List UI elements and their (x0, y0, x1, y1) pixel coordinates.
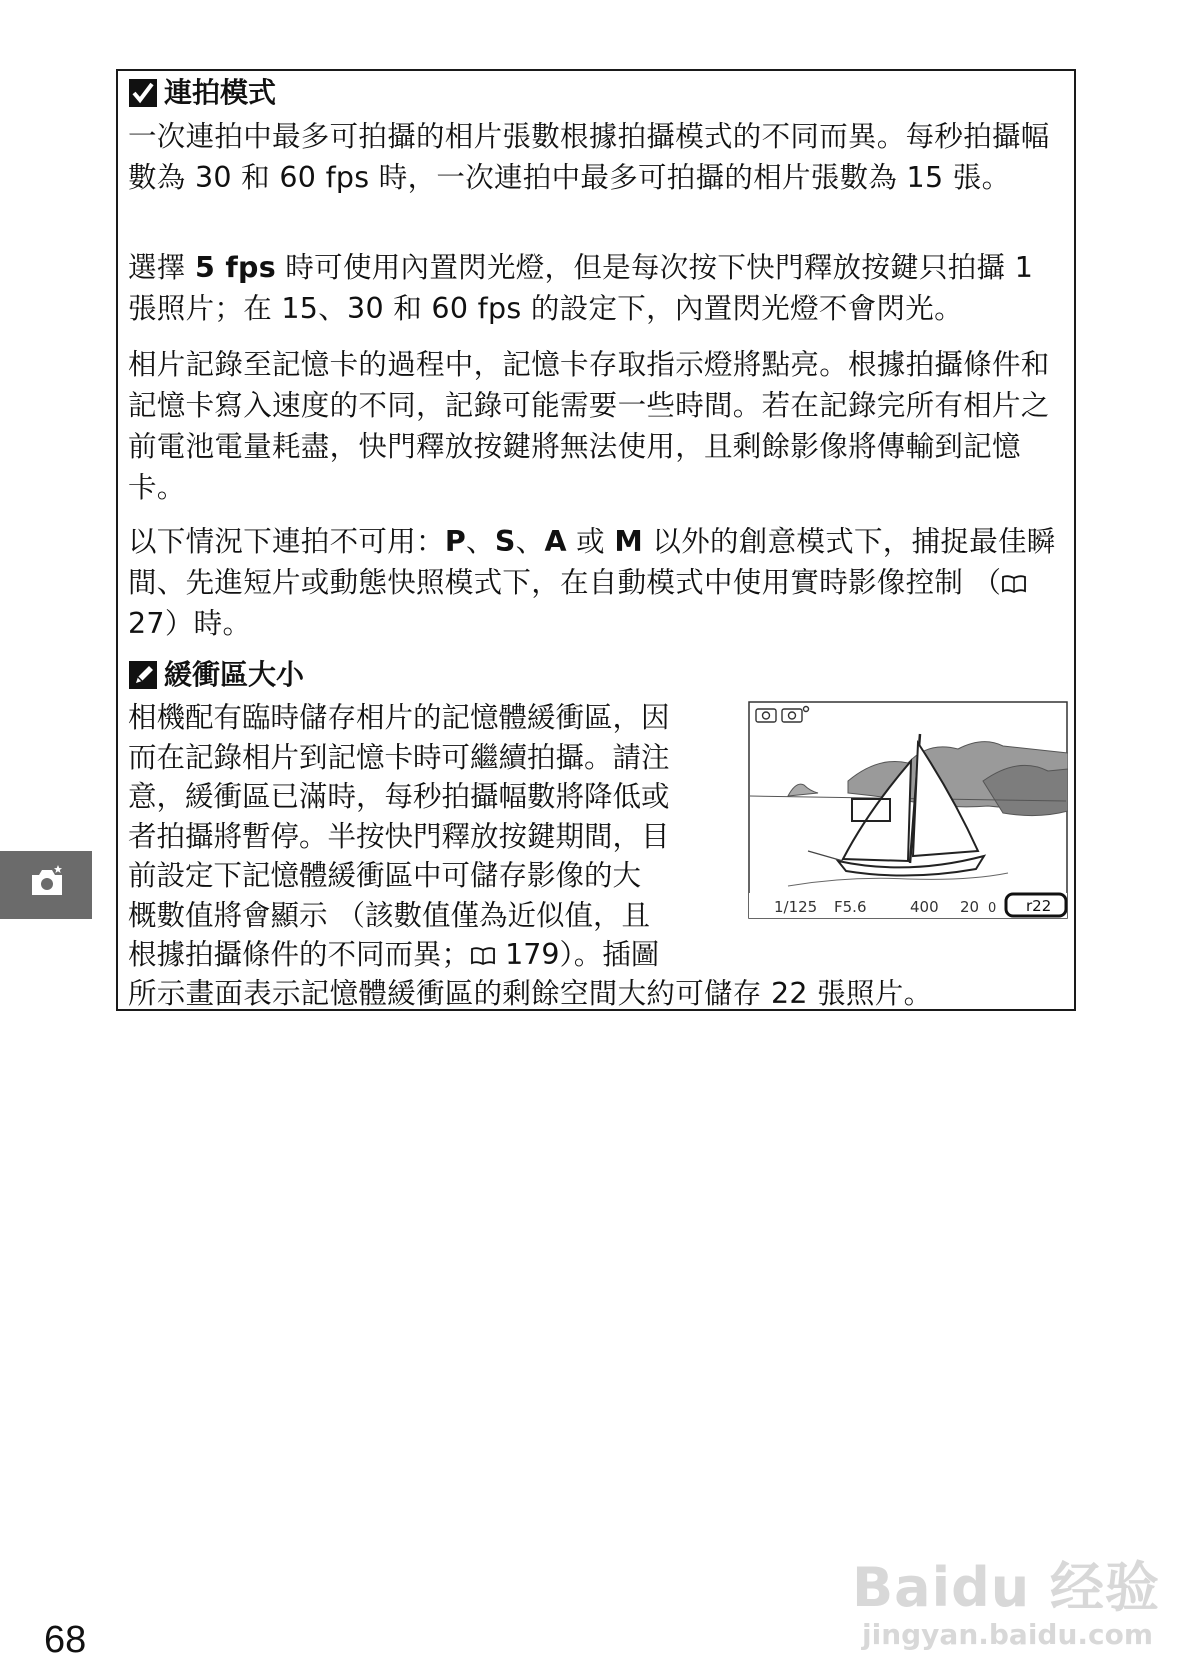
text-span: 以下情況下連拍不可用： (128, 525, 445, 558)
book-reference-icon (470, 946, 496, 966)
note-heading-continuous (128, 74, 276, 112)
paragraph-max-shots: 一次連拍中最多可拍攝的相片張數根據拍攝模式的不同而異。每秒拍攝幅數為 30 和 60 fps 時，一次連拍中最多可拍攝的相片張數為 15 張。 (128, 120, 1050, 194)
camera-icon (30, 863, 64, 899)
shutter-speed: 1/125 (774, 898, 818, 916)
book-reference-icon (1001, 574, 1027, 594)
text-span: 時可使用內置閃光燈，但是每次按下快門釋放按鍵只拍攝 1 張照片；在 15、30 和 60 fps 的設定下，內置閃光燈不會閃光。 (128, 251, 1034, 325)
note-title: 緩衝區大小 (164, 658, 305, 691)
note-heading-buffer (128, 656, 304, 694)
viewfinder-illustration (748, 701, 1068, 919)
watermark-url: jingyan.baidu.com (862, 1618, 1154, 1651)
mode-a-label: A (544, 525, 567, 558)
shots-remaining: 20 (960, 898, 980, 916)
note-title: 連拍模式 (164, 76, 277, 109)
mode-s-label: S (494, 525, 516, 558)
text-line: 而在記錄相片到記憶卡時可繼續拍攝。請注 (128, 740, 670, 774)
page-ref: 179 (496, 938, 560, 971)
pencil-icon (128, 660, 158, 690)
buffer-paragraph (128, 698, 738, 975)
text-line: 意，緩衝區已滿時，每秒拍攝幅數將降低或 (128, 780, 670, 813)
text-line: 概數值將會顯示 （該數值僅為近似值，且 (128, 898, 651, 932)
paragraph-recording: 相片記錄至記憶卡的過程中，記憶卡存取指示燈將點亮。根據拍攝條件和記憶卡寫入速度的不同，記錄可能需要一些時間。若在記錄完所有相片之前電池電量耗盡，快門釋放按鍵將無法使用，且剩餘影像將傳輸到記憶卡。 (128, 348, 1050, 504)
mode-m-label: M (614, 525, 644, 558)
text-span: 或 (566, 525, 615, 558)
paragraph-flash (128, 247, 1068, 329)
buffer-count: r22 (1026, 897, 1052, 915)
text-span: ）時。 (164, 607, 252, 640)
text-span: 根據拍攝條件的不同而異； (128, 938, 471, 971)
iso-value: 400 (910, 898, 939, 916)
shots-unit: 0 (988, 901, 997, 916)
text-line: 相機配有臨時儲存相片的記憶體緩衝區，因 (128, 701, 670, 734)
text-line (128, 935, 738, 975)
paragraph-unavailable (128, 521, 1068, 644)
text-line: 前設定下記憶體緩衝區中可儲存影像的大 (128, 859, 642, 892)
aperture: F5.6 (834, 898, 867, 916)
text-span: ）。插圖 (559, 938, 660, 971)
text-span: 以外的創意模式下，捕捉最佳瞬間、先進短片或動態快照模式下，在自動模式中使用實時影像控制 （ (128, 525, 1056, 599)
page-ref: 27 (128, 607, 165, 640)
text-span: 、 (466, 525, 495, 558)
fps-setting-label: 5 fps (194, 251, 276, 284)
page-number: 68 (44, 1619, 87, 1661)
text-span: 、 (515, 525, 545, 558)
watermark-logo: Baidu 经验 (852, 1556, 1161, 1619)
paragraph-buffer-last: 所示畫面表示記憶體緩衝區的剩餘空間大約可儲存 22 張照片。 (128, 977, 933, 1010)
section-tab (0, 851, 92, 919)
mode-p-label: P (444, 525, 467, 558)
checkmark-icon (128, 78, 158, 108)
text-line: 者拍攝將暫停。半按快門釋放按鍵期間，目 (128, 819, 670, 853)
text-span: 選擇 (128, 251, 195, 284)
